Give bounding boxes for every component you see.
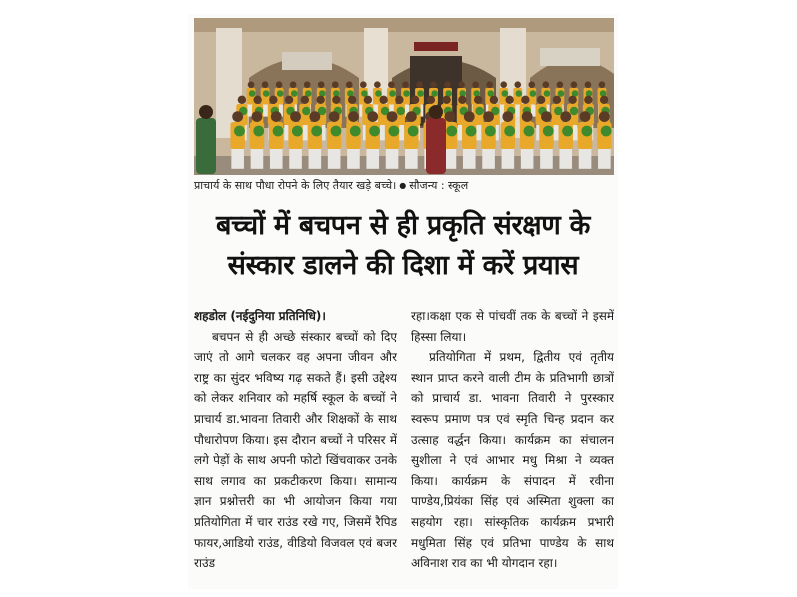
student-head: [464, 111, 475, 122]
student-head: [248, 81, 255, 88]
student-head: [528, 81, 535, 88]
student-head: [444, 81, 451, 88]
teacher-head: [429, 105, 443, 119]
plant-pot: [249, 90, 256, 97]
student-trousers: [559, 149, 572, 169]
student-head: [348, 111, 359, 122]
plant-pot: [292, 126, 303, 137]
article-column-1: [194, 306, 397, 591]
student-head: [269, 96, 277, 104]
student-head: [505, 96, 513, 104]
article-body: [194, 306, 614, 591]
student-trousers: [347, 149, 360, 169]
headline: [188, 206, 618, 286]
student-head: [430, 81, 437, 88]
plant-pot: [524, 126, 535, 137]
student-head: [395, 96, 403, 104]
plant-pot: [263, 90, 270, 97]
photo-caption: [194, 177, 614, 195]
student-head: [600, 96, 608, 104]
plant-pot: [291, 90, 298, 97]
teacher-figure: [196, 118, 216, 174]
student-head: [232, 111, 243, 122]
student-head: [332, 96, 340, 104]
student-head: [252, 111, 263, 122]
student-head: [521, 96, 529, 104]
student-trousers: [309, 149, 322, 169]
plant-pot: [369, 126, 380, 137]
student-head: [290, 81, 297, 88]
student-head: [553, 96, 561, 104]
student-head: [490, 96, 498, 104]
student-head: [402, 81, 409, 88]
plant-pot: [562, 126, 573, 137]
plant-pot: [502, 90, 509, 97]
plant-pot: [273, 126, 284, 137]
student-head: [290, 111, 301, 122]
plant-pot: [558, 90, 565, 97]
headline-line-1: बच्चों में बचपन से ही प्रकृति संरक्षण के: [215, 210, 591, 241]
student-head: [387, 111, 398, 122]
student-head: [543, 81, 550, 88]
student-trousers: [231, 149, 244, 169]
student-head: [474, 96, 482, 104]
article-paragraph: बचपन से ही अच्छे संस्कार बच्चों को दिए जाएं तो आगे चलकर वह अपना जीवन और राष्ट्र का सुंदर भविष्य गढ़ सकते हैं। इसी उद्देश्य को लेकर शनिवार को महर्षि स्कूल के बच्चों ने प्राचार्य डा.भावना तिवारी और शिक्षकों के साथ पौधारोपण किया। इस दौरान बच्चों ने परिसर में लगे पेड़ों के साथ अपनी फोटो खिंचवाकर उनके साथ लगाव का प्रकटीकरण किया। सामान्य ज्ञान प्रश्नोत्तरी का भी आयोजन किया गया प्रतियोगिता में चार राउंड रखे गए, जिसमें रैपिड फायर,आडियो राउंड, वीडियो विजवल एवं बजर राउंड: [194, 329, 397, 571]
student-head: [580, 111, 591, 122]
student-head: [522, 111, 533, 122]
student-head: [346, 81, 353, 88]
student-head: [285, 96, 293, 104]
student-head: [483, 111, 494, 122]
teacher-head: [199, 105, 213, 119]
caption-credit: सौजन्य : स्कूल: [409, 179, 469, 192]
plant-pot: [504, 126, 515, 137]
student-head: [348, 96, 356, 104]
student-trousers: [579, 149, 592, 169]
student-trousers: [366, 149, 379, 169]
plant-pot: [234, 126, 245, 137]
student-head: [416, 81, 423, 88]
student-trousers: [463, 149, 476, 169]
student-head: [560, 111, 571, 122]
student-head: [537, 96, 545, 104]
student-trousers: [405, 149, 418, 169]
student-head: [271, 111, 282, 122]
plant-pot: [311, 126, 322, 137]
plant-pot: [570, 107, 578, 115]
plant-pot: [417, 90, 424, 97]
student-head: [316, 96, 324, 104]
plant-pot: [302, 107, 310, 115]
news-photo: [194, 18, 614, 175]
student-head: [584, 96, 592, 104]
student-head: [458, 81, 465, 88]
student-head: [541, 111, 552, 122]
student-head: [458, 96, 466, 104]
plant-pot: [331, 126, 342, 137]
student-head: [472, 81, 479, 88]
plant-pot: [350, 126, 361, 137]
student-head: [367, 111, 378, 122]
student-trousers: [289, 149, 302, 169]
plant-pot: [431, 90, 438, 97]
plant-pot: [389, 90, 396, 97]
plant-pot: [543, 126, 554, 137]
headline-line-2: संस्कार डालने की दिशा में करें प्रयास: [227, 250, 579, 281]
student-head: [301, 96, 309, 104]
student-head: [445, 111, 456, 122]
plant-pot: [466, 126, 477, 137]
plant-pot: [516, 90, 523, 97]
student-head: [364, 96, 372, 104]
student-head: [388, 81, 395, 88]
student-head: [309, 111, 320, 122]
student-head: [329, 111, 340, 122]
student-trousers: [251, 149, 264, 169]
plant-pot: [397, 107, 405, 115]
caption-text: प्राचार्य के साथ पौधा रोपने के लिए तैयार खड़े बच्चे।: [194, 179, 397, 192]
student-head: [360, 81, 367, 88]
plant-pot: [544, 90, 551, 97]
article-paragraph: प्रतियोगिता में प्रथम, द्वितीय एवं तृतीय स्थान प्राप्त करने वाली टीम के प्रतिभागी छात्रों को प्राचार्य डा. भावना तिवारी ने पुरस्कार स्वरूप प्रमाण पत्र एवं स्मृति चिन्ह प्रदान कर उत्साह वर्द्धन किया। कार्यक्रम का संचालन सुशीला ने एवं आभार मधु मिश्रा ने व्यक्त किया। कार्यक्रम के संपादन में रवीना पाण्डेय,प्रियंका सिंह एवं अस्मिता शुक्ला का सहयोग रहा। सांस्कृतिक कार्यक्रम प्रभारी मधुमिता सिंह एवं प्रतिभा पाण्डेय के साथ अविनाश राव का भी योगदान रहा।: [411, 350, 614, 571]
student-trousers: [482, 149, 495, 169]
student-head: [486, 81, 493, 88]
student-head: [585, 81, 592, 88]
student-head: [374, 81, 381, 88]
plant-pot: [253, 126, 264, 137]
newspaper-clipping: [188, 14, 618, 589]
article-paragraph: रहा।कक्षा एक से पांचवीं तक के बच्चों ने इसमें हिस्सा लिया।: [411, 309, 614, 344]
student-head: [599, 111, 610, 122]
dateline: शहडोल (नईदुनिया प्रतिनिधि)।: [194, 309, 326, 323]
student-trousers: [521, 149, 534, 169]
bullet-separator: ●: [399, 181, 407, 190]
student-head: [599, 81, 606, 88]
student-head: [332, 81, 339, 88]
plant-pot: [403, 90, 410, 97]
article-dateline: [194, 306, 397, 327]
student-head: [276, 81, 283, 88]
plant-pot: [475, 107, 483, 115]
plant-pot: [485, 126, 496, 137]
student-head: [427, 96, 435, 104]
plant-pot: [446, 126, 457, 137]
student-trousers: [270, 149, 283, 169]
student-head: [411, 96, 419, 104]
group-photo-illustration: [194, 18, 614, 175]
student-head: [568, 96, 576, 104]
plant-pot: [601, 126, 612, 137]
student-head: [318, 81, 325, 88]
plant-pot: [375, 90, 382, 97]
student-head: [406, 111, 417, 122]
student-head: [304, 81, 311, 88]
student-head: [262, 81, 269, 88]
student-trousers: [598, 149, 611, 169]
article-column-2: [411, 306, 614, 591]
student-trousers: [540, 149, 553, 169]
teacher-figure: [426, 118, 446, 174]
plant-pot: [530, 90, 537, 97]
student-head: [253, 96, 261, 104]
student-trousers: [328, 149, 341, 169]
plant-pot: [388, 126, 399, 137]
student-head: [442, 96, 450, 104]
student-head: [500, 81, 507, 88]
plant-pot: [277, 90, 284, 97]
student-head: [514, 81, 521, 88]
student-trousers: [502, 149, 515, 169]
student-head: [238, 96, 246, 104]
plant-pot: [408, 126, 419, 137]
student-trousers: [386, 149, 399, 169]
student-head: [571, 81, 578, 88]
student-head: [502, 111, 513, 122]
student-head: [557, 81, 564, 88]
student-head: [379, 96, 387, 104]
plant-pot: [581, 126, 592, 137]
